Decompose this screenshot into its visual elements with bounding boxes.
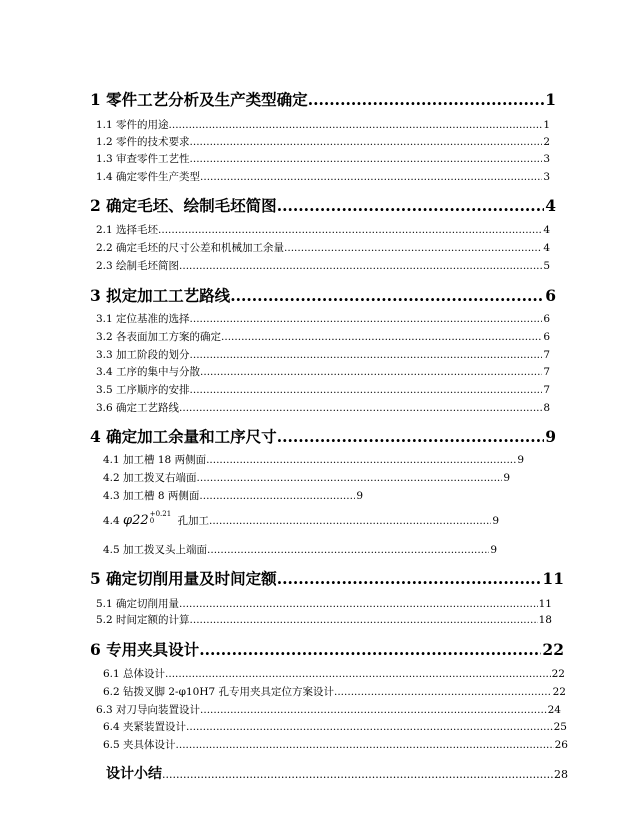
dot-leader xyxy=(334,686,552,698)
section-title: 2.3 绘制毛坯简图 xyxy=(96,260,180,272)
section-title xyxy=(103,510,209,528)
dot-leader xyxy=(190,136,543,148)
toc-section-2-2[interactable] xyxy=(96,240,550,255)
page-number: 28 xyxy=(554,768,568,781)
toc-section-3-2[interactable] xyxy=(96,329,550,344)
toc-chapter-4[interactable] xyxy=(90,425,556,447)
dot-leader xyxy=(176,739,554,751)
toc-section-3-3[interactable] xyxy=(96,347,550,362)
toc-section-1-4[interactable] xyxy=(96,169,550,184)
section-title: 5.1 确定切削用量 xyxy=(96,598,180,610)
section-title: 3.2 各表面加工方案的确定 xyxy=(96,331,222,343)
dot-leader xyxy=(200,171,542,183)
dot-leader xyxy=(221,331,542,343)
page-number: 18 xyxy=(538,614,552,626)
toc-chapter-3[interactable] xyxy=(90,284,556,306)
page-number: 2 xyxy=(543,136,550,148)
section-title: 4.3 加工槽 8 两侧面 xyxy=(103,490,200,502)
section-suffix: 孔加工 xyxy=(177,515,209,527)
dot-leader xyxy=(284,242,542,254)
section-title: 1.2 零件的技术要求 xyxy=(96,136,190,148)
chapter-title: 5 确定切削用量及时间定额 xyxy=(90,569,277,588)
page-number: 3 xyxy=(543,171,550,183)
dot-leader xyxy=(162,768,553,781)
section-title: 6.4 夹紧装置设计 xyxy=(103,721,187,733)
page-number: 25 xyxy=(553,721,567,733)
section-title: 5.2 时间定额的计算 xyxy=(96,614,190,626)
toc-section-4-3[interactable] xyxy=(103,488,363,503)
section-title: 3.5 工序顺序的安排 xyxy=(96,384,190,396)
section-number: 4.4 xyxy=(103,515,120,527)
dot-leader xyxy=(200,366,542,378)
dot-leader xyxy=(207,544,489,556)
toc-chapter-5[interactable] xyxy=(90,567,564,589)
section-title: 3.6 确定工艺路线 xyxy=(96,402,180,414)
dot-leader xyxy=(158,224,542,236)
section-title: 2.2 确定毛坯的尺寸公差和机械加工余量 xyxy=(96,242,285,254)
page-number: 9 xyxy=(545,427,556,446)
toc-summary[interactable] xyxy=(106,763,568,783)
toc-section-6-2[interactable] xyxy=(103,684,566,699)
page-number: 7 xyxy=(543,349,550,361)
dot-leader xyxy=(199,640,541,659)
tolerance-lower: 0 xyxy=(149,517,155,525)
chapter-title: 4 确定加工余量和工序尺寸 xyxy=(90,427,277,446)
page-number: 6 xyxy=(543,313,550,325)
toc-section-6-1[interactable] xyxy=(103,666,565,681)
tolerance xyxy=(150,511,171,525)
toc-section-4-1[interactable] xyxy=(103,452,524,467)
dot-leader xyxy=(197,472,503,484)
chapter-title: 2 确定毛坯、绘制毛坯简图 xyxy=(90,196,277,215)
page-number: 4 xyxy=(543,242,550,254)
page-number: 26 xyxy=(554,739,568,751)
page-number: 9 xyxy=(356,490,363,502)
chapter-title: 1 零件工艺分析及生产类型确定 xyxy=(90,90,308,109)
toc-section-1-3[interactable] xyxy=(96,151,550,166)
section-title: 6.5 夹具体设计 xyxy=(103,739,176,751)
toc-section-3-4[interactable] xyxy=(96,364,550,379)
dot-leader xyxy=(190,313,543,325)
section-title: 3.1 定位基准的选择 xyxy=(96,313,190,325)
section-title: 1.1 零件的用途 xyxy=(96,119,169,131)
dot-leader xyxy=(179,402,542,414)
dot-leader xyxy=(165,668,551,680)
dot-leader xyxy=(190,614,538,626)
toc-chapter-6[interactable] xyxy=(90,638,564,660)
dot-leader xyxy=(190,349,543,361)
dot-leader xyxy=(200,704,547,716)
section-title: 2.1 选择毛坯 xyxy=(96,224,159,236)
page-number: 7 xyxy=(543,366,550,378)
dot-leader xyxy=(190,153,543,165)
page-number: 22 xyxy=(552,686,566,698)
dot-leader xyxy=(169,119,543,131)
page-number: 4 xyxy=(545,196,556,215)
toc-section-3-5[interactable] xyxy=(96,382,550,397)
page-number: 9 xyxy=(490,544,497,556)
dot-leader xyxy=(230,286,544,305)
toc-section-4-2[interactable] xyxy=(103,470,510,485)
diameter-symbol: φ22 xyxy=(123,513,149,528)
toc-section-1-2[interactable] xyxy=(96,134,550,149)
page-number: 22 xyxy=(551,668,565,680)
toc-section-5-1[interactable] xyxy=(96,596,552,611)
section-title: 6.1 总体设计 xyxy=(103,668,166,680)
toc-chapter-1[interactable] xyxy=(90,88,556,110)
page-number: 24 xyxy=(547,704,561,716)
dot-leader xyxy=(277,196,545,215)
dot-leader xyxy=(199,490,355,502)
toc-section-2-1[interactable] xyxy=(96,222,550,237)
page-number: 1 xyxy=(543,119,550,131)
toc-section-1-1[interactable] xyxy=(96,117,550,132)
summary-title: 设计小结 xyxy=(106,766,162,782)
dot-leader xyxy=(277,427,545,446)
toc-section-6-5[interactable] xyxy=(103,737,568,752)
page-number: 9 xyxy=(517,454,524,466)
section-title: 3.3 加工阶段的划分 xyxy=(96,349,190,361)
dot-leader xyxy=(277,569,542,588)
section-title: 4.5 加工拨叉头上端面 xyxy=(103,544,208,556)
page-number: 6 xyxy=(543,331,550,343)
page-number: 5 xyxy=(543,260,550,272)
page-number: 6 xyxy=(545,286,556,305)
page-number: 11 xyxy=(538,598,552,610)
toc-section-3-6[interactable] xyxy=(96,400,550,415)
dot-leader xyxy=(186,721,553,733)
page-number: 7 xyxy=(543,384,550,396)
dot-leader xyxy=(179,598,538,610)
section-title: 4.2 加工拨叉右端面 xyxy=(103,472,197,484)
dot-leader xyxy=(209,515,491,527)
toc-chapter-2[interactable] xyxy=(90,194,556,216)
toc-section-4-5[interactable] xyxy=(103,542,497,557)
toc-section-5-2[interactable] xyxy=(96,612,552,627)
dot-leader xyxy=(206,454,516,466)
page-number: 8 xyxy=(543,402,550,414)
chapter-title: 3 拟定加工工艺路线 xyxy=(90,286,231,305)
tolerance-upper: +0.21 xyxy=(149,510,172,518)
toc-section-6-3[interactable] xyxy=(96,702,561,717)
chapter-title: 6 专用夹具设计 xyxy=(90,640,200,659)
toc-section-2-3[interactable] xyxy=(96,258,550,273)
dot-leader xyxy=(179,260,542,272)
page-number: 22 xyxy=(542,640,564,659)
toc-section-6-4[interactable] xyxy=(103,719,567,734)
section-title: 6.2 钻拨叉脚 2-φ10H7 孔专用夹具定位方案设计 xyxy=(103,686,334,698)
section-title: 1.4 确定零件生产类型 xyxy=(96,171,201,183)
page-number: 1 xyxy=(545,90,556,109)
section-title: 3.4 工序的集中与分散 xyxy=(96,366,201,378)
toc-section-4-4[interactable] xyxy=(103,510,499,528)
page-number: 4 xyxy=(543,224,550,236)
section-title: 1.3 审查零件工艺性 xyxy=(96,153,190,165)
page-number: 9 xyxy=(503,472,510,484)
dot-leader xyxy=(190,384,543,396)
page-number: 9 xyxy=(492,515,499,527)
dot-leader xyxy=(308,90,545,109)
toc-section-3-1[interactable] xyxy=(96,311,550,326)
section-title: 6.3 对刀导向装置设计 xyxy=(96,704,201,716)
section-title: 4.1 加工槽 18 两侧面 xyxy=(103,454,207,466)
page-number: 11 xyxy=(542,569,564,588)
page-number: 3 xyxy=(543,153,550,165)
